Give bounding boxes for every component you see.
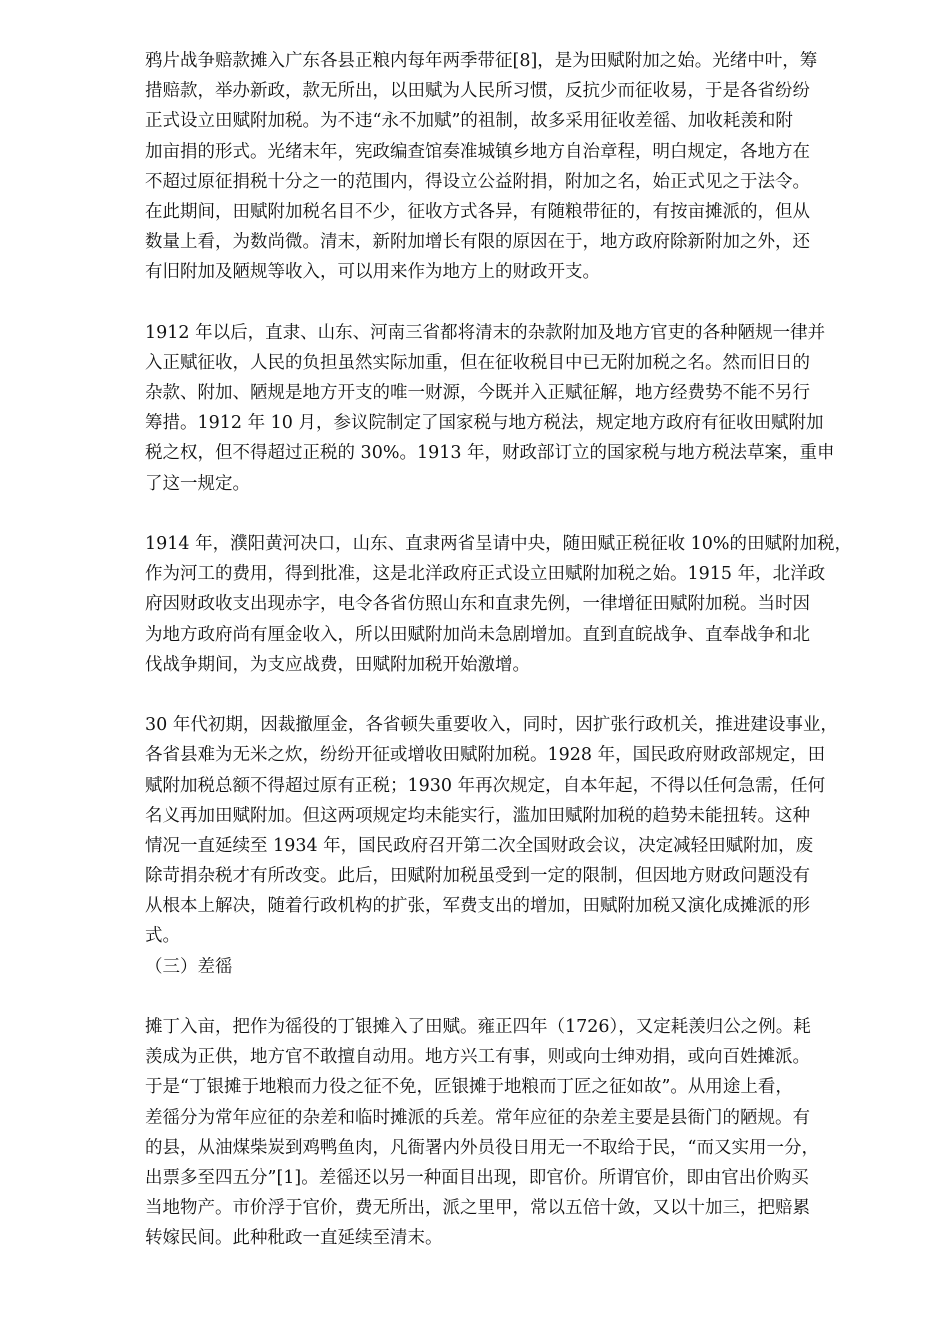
paragraph-2: [145, 318, 885, 499]
text-line: 羡成为正供，地方官不敢擅自动用。地方兴工有事，则或向士绅劝捐，或向百姓摊派。: [145, 1047, 810, 1068]
text-line: 摊丁入亩，把作为徭役的丁银摊入了田赋。雍正四年（1726），又定耗羡归公之例。耗: [145, 1017, 811, 1037]
text-line: 府因财政收支出现赤字，电令各省仿照山东和直隶先例，一律增征田赋附加税。当时因: [145, 594, 810, 615]
text-line: 出票多至四五分”[1]。差徭还以另一种面目出现，即官价。所谓官价，即由官出价购买: [145, 1167, 809, 1188]
document-body: [145, 46, 885, 1254]
text-line: 为地方政府尚有厘金收入，所以田赋附加尚未急剧增加。直到直皖战争、直奉战争和北: [145, 624, 810, 645]
text-line: 数量上看，为数尚微。清末，新附加增长有限的原因在于，地方政府除新附加之外，还: [145, 232, 810, 253]
text-line: 式。: [145, 926, 180, 947]
text-line: 转嫁民间。此种秕政一直延续至清末。: [145, 1228, 443, 1249]
text-line: 鸦片战争赔款摊入广东各县正粮内每年两季带征[8]，是为田赋附加之始。光绪中叶，筹: [145, 51, 818, 71]
text-line: 30 年代初期，因裁撤厘金，各省顿失重要收入，同时，因扩张行政机关，推进建设事业，: [145, 715, 838, 736]
text-line: 情况一直延续至 1934 年，国民政府召开第二次全国财政会议，决定减轻田赋附加，废: [145, 835, 814, 856]
text-line: 伐战争期间，为支应战费，田赋附加税开始激增。: [145, 654, 530, 675]
paragraph-1: [145, 46, 885, 288]
text-line: 作为河工的费用，得到批准，这是北洋政府正式设立田赋附加税之始。1915 年，北洋政: [145, 564, 826, 585]
text-line: 1912 年以后，直隶、山东、河南三省都将清末的杂款附加及地方官吏的各种陋规一律并: [145, 322, 826, 343]
text-line: 从根本上解决，随着行政机构的扩张，军费支出的增加，田赋附加税又演化成摊派的形: [145, 896, 810, 917]
paragraph-4: [145, 710, 885, 952]
text-line: 加亩捐的形式。光绪末年，宪政编查馆奏准城镇乡地方自治章程，明白规定，各地方在: [145, 141, 810, 162]
section-heading: （三）差徭: [145, 956, 233, 977]
paragraph-spacer: [145, 288, 885, 318]
text-line: 差徭分为常年应征的杂差和临时摊派的兵差。常年应征的杂差主要是县衙门的陋规。有: [145, 1107, 810, 1128]
text-line: 入正赋征收，人民的负担虽然实际加重，但在征收税目中已无附加税之名。然而旧日的: [145, 352, 810, 373]
text-line: 杂款、附加、陋规是地方开支的唯一财源，今既并入正赋征解，地方经费势不能不另行: [145, 383, 810, 404]
text-line: 名义再加田赋附加。但这两项规定均未能实行，滥加田赋附加税的趋势未能扭转。这种: [145, 805, 810, 826]
text-line: 了这一规定。: [145, 473, 250, 494]
text-line: 赋附加税总额不得超过原有正税；1930 年再次规定，自本年起，不得以任何急需，任何: [145, 775, 826, 796]
text-line: 税之权，但不得超过正税的 30%。1913 年，财政部订立的国家税与地方税法草案，重申: [145, 443, 835, 464]
text-line: 正式设立田赋附加税。为不违“永不加赋”的祖制，故多采用征收差徭、加收耗羡和附: [145, 111, 793, 132]
text-line: 1914 年，濮阳黄河决口，山东、直隶两省呈请中央，随田赋正税征收 10%的田赋附加税，: [145, 534, 853, 554]
paragraph-spacer: [145, 499, 885, 529]
text-line: 于是“丁银摊于地粮而力役之征不免，匠银摊于地粮而丁匠之征如故”。从用途上看，: [145, 1077, 793, 1098]
text-line: 筹措。1912 年 10 月，参议院制定了国家税与地方税法，规定地方政府有征收田赋附加: [145, 413, 824, 434]
paragraph-spacer: [145, 680, 885, 710]
text-line: 有旧附加及陋规等收入，可以用来作为地方上的财政开支。: [145, 262, 600, 283]
paragraph-5: [145, 1012, 885, 1254]
text-line: 除苛捐杂税才有所改变。此后，田赋附加税虽受到一定的限制，但因地方财政问题没有: [145, 866, 810, 887]
text-line: 的县，从油煤柴炭到鸡鸭鱼肉，凡衙署内外员役日用无一不取给于民，“而又实用一分，: [145, 1137, 819, 1158]
text-line: 不超过原征捐税十分之一的范围内，得设立公益附捐，附加之名，始正式见之于法令。: [145, 171, 810, 192]
text-line: 当地物产。市价浮于官价，费无所出，派之里甲，常以五倍十敛，又以十加三，把赔累: [145, 1198, 810, 1219]
text-line: 措赔款，举办新政，款无所出，以田赋为人民所习惯，反抗少而征收易，于是各省纷纷: [145, 81, 810, 102]
text-line: 在此期间，田赋附加税名目不少，征收方式各异，有随粮带征的，有按亩摊派的，但从: [145, 201, 810, 222]
paragraph-spacer: [145, 982, 885, 1012]
paragraph-3: [145, 529, 885, 680]
text-line: 各省县难为无米之炊，纷纷开征或增收田赋附加税。1928 年，国民政府财政部规定，田: [145, 745, 826, 766]
